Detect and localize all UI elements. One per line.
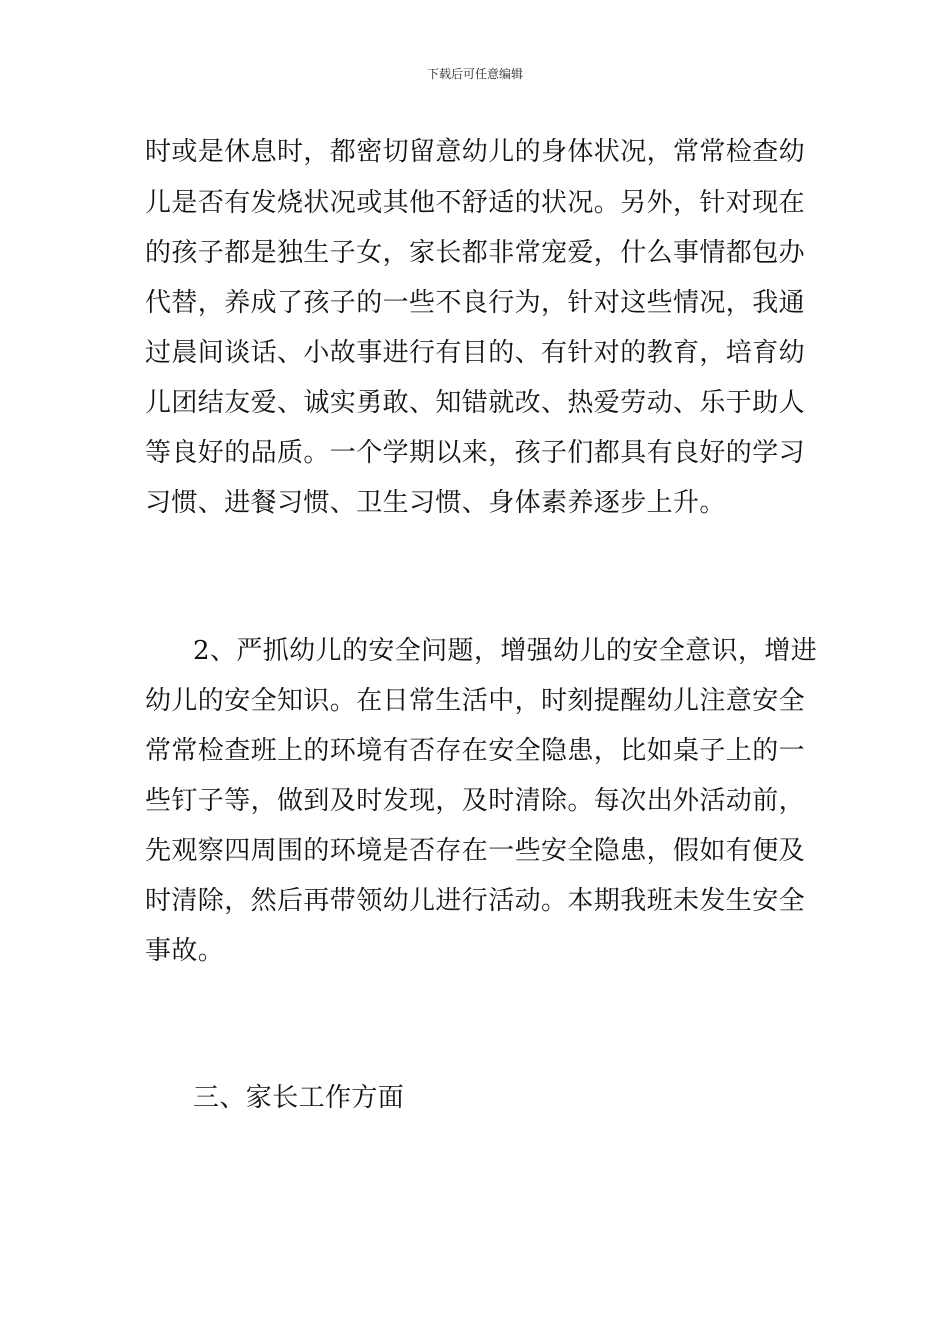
paragraph-2-line: 2、严抓幼儿的安全问题，增强幼儿的安全意识，增进 [193,636,818,666]
section-heading: 三、家长工作方面 [193,1083,405,1113]
paragraph-2-line: 时清除，然后再带领幼儿进行活动。本期我班未发生安全 [145,886,806,916]
paragraph-1-line: 过晨间谈话、小故事进行有目的、有针对的教育，培育幼 [145,338,806,368]
paragraph-1-line: 代替，养成了孩子的一些不良行为，针对这些情况，我通 [145,288,806,318]
paragraph-1-line: 儿团结友爱、诚实勇敢、知错就改、热爱劳动、乐于助人 [145,388,806,418]
paragraph-1-line: 的孩子都是独生子女，家长都非常宠爱，什么事情都包办 [145,238,806,268]
paragraph-1-line: 儿是否有发烧状况或其他不舒适的状况。另外，针对现在 [145,188,806,218]
paragraph-2-line: 常常检查班上的环境有否存在安全隐患，比如桌子上的一 [145,736,806,766]
paragraph-2-line: 先观察四周围的环境是否存在一些安全隐患，假如有便及 [145,836,806,866]
paragraph-1-line: 习惯、进餐习惯、卫生习惯、身体素养逐步上升。 [145,488,726,518]
paragraph-2-line: 些钉子等，做到及时发现，及时清除。每次出外活动前， [145,786,806,816]
page-header: 下载后可任意编辑 [426,67,523,81]
paragraph-1-line: 时或是休息时，都密切留意幼儿的身体状况，常常检查幼 [145,137,806,167]
paragraph-2-line: 幼儿的安全知识。在日常生活中，时刻提醒幼儿注意安全 [145,686,806,716]
paragraph-2-line: 事故。 [145,936,225,966]
paragraph-1-line: 等良好的品质。一个学期以来，孩子们都具有良好的学习 [145,438,806,468]
